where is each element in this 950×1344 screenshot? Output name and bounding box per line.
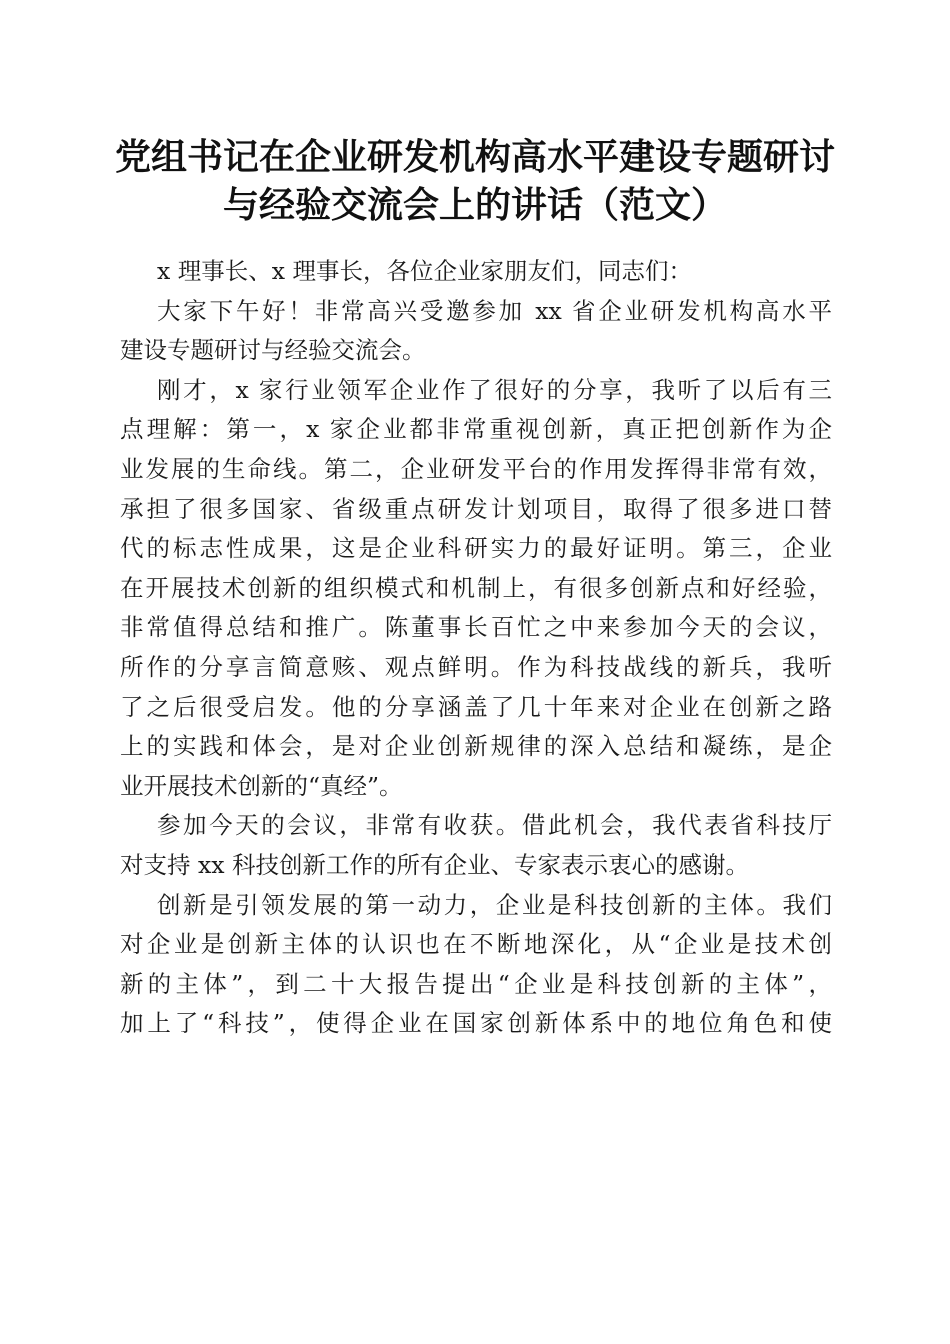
title-line: 与经验交流会上的讲话（范文） xyxy=(222,184,727,226)
paragraph-line: 了之后很受启发。他的分享涵盖了几十年来对企业在创新之路 xyxy=(120,692,832,721)
paragraph-line: 大家下午好！非常高兴受邀参加 xx 省企业研发机构高水平 xyxy=(157,296,832,325)
paragraph-line: 业开展技术创新的“真经”。 xyxy=(120,771,403,800)
paragraph-line: 业发展的生命线。第二，企业研发平台的作用发挥得非常有效， xyxy=(120,454,832,483)
paragraph-line: 加上了“科技”，使得企业在国家创新体系中的地位角色和使 xyxy=(120,1009,832,1038)
document-title xyxy=(100,133,850,229)
paragraph-line: 建设专题研讨与经验交流会。 xyxy=(120,336,426,365)
paragraph-line: 点理解：第一，x 家企业都非常重视创新，真正把创新作为企 xyxy=(120,415,832,444)
paragraph-line: 在开展技术创新的组织模式和机制上，有很多创新点和好经验， xyxy=(120,573,832,602)
paragraph-line: 对企业是创新主体的认识也在不断地深化，从“企业是技术创 xyxy=(120,930,832,959)
paragraph-line: 刚才，x 家行业领军企业作了很好的分享，我听了以后有三 xyxy=(157,375,832,404)
paragraph-line: 创新是引领发展的第一动力，企业是科技创新的主体。我们 xyxy=(157,890,832,919)
document-body xyxy=(120,252,832,1044)
paragraph-line: 所作的分享言简意赅、观点鲜明。作为科技战线的新兵，我听 xyxy=(120,652,832,681)
paragraph-line: 新的主体”，到二十大报告提出“企业是科技创新的主体”， xyxy=(120,969,832,998)
paragraph-line: 非常值得总结和推广。陈董事长百忙之中来参加今天的会议， xyxy=(120,613,832,642)
salutation-line: x 理事长、x 理事长，各位企业家朋友们，同志们： xyxy=(157,257,692,285)
paragraph-line: 代的标志性成果，这是企业科研实力的最好证明。第三，企业 xyxy=(120,534,832,563)
paragraph-line: 参加今天的会议，非常有收获。借此机会，我代表省科技厅 xyxy=(157,811,832,840)
title-line: 党组书记在企业研发机构高水平建设专题研讨 xyxy=(114,136,835,178)
paragraph-line: 上的实践和体会，是对企业创新规律的深入总结和凝练，是企 xyxy=(120,732,832,761)
paragraph-line: 承担了很多国家、省级重点研发计划项目，取得了很多进口替 xyxy=(120,494,832,523)
paragraph-line: 对支持 xx 科技创新工作的所有企业、专家表示衷心的感谢。 xyxy=(120,850,749,879)
